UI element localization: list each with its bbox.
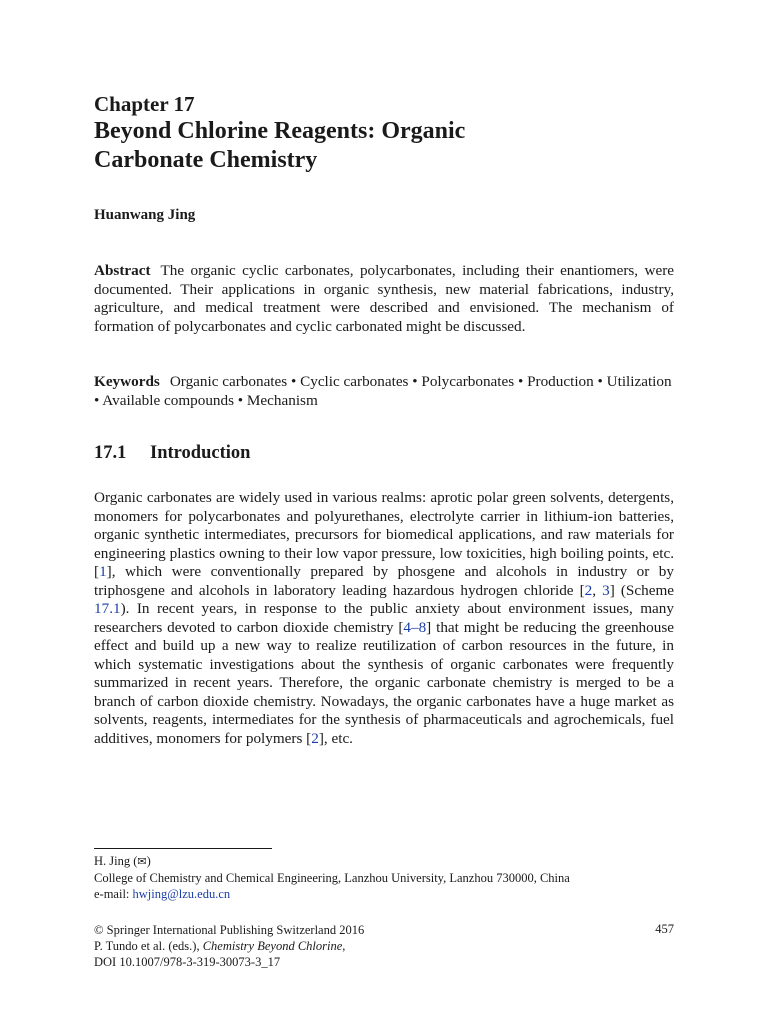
keywords bbox=[94, 373, 674, 410]
book-citation-line bbox=[94, 938, 674, 954]
chapter-title-line-2: Carbonate Chemistry bbox=[94, 147, 318, 173]
email-link[interactable]: hwjing@lzu.edu.cn bbox=[132, 887, 231, 901]
doi-line: DOI 10.1007/978-3-319-30073-3_17 bbox=[94, 955, 281, 969]
section-heading bbox=[94, 443, 250, 464]
intro-text: Organic carbonates are widely used in various realms: aprotic polar green solvents, detergents, monomers for polycarbonates and polyurethanes, electrolyte carrier in lithium-ion batteries, organic synthetic intermediates, precursors for biomedical applications, and raw materials for engineering plastics owning to their low vapor pressure, low toxicities, high boiling points, etc. [ bbox=[94, 489, 674, 580]
footnote-author-close: ) bbox=[146, 854, 151, 868]
footnote-author-line bbox=[94, 853, 674, 870]
section-number: 17.1 bbox=[94, 443, 127, 463]
email-label: e-mail: bbox=[94, 887, 133, 901]
introduction-paragraph bbox=[94, 489, 674, 748]
intro-text: ], etc. bbox=[318, 729, 353, 747]
abstract-heading: Abstract bbox=[94, 262, 151, 279]
author-name: Huanwang Jing bbox=[94, 207, 196, 223]
section-title: Introduction bbox=[150, 443, 251, 463]
footnote-divider bbox=[94, 848, 272, 849]
copyright-block bbox=[94, 922, 674, 970]
abstract-text: The organic cyclic carbonates, polycarbonates, including their enantiomers, were documented. Their applications in organic synthesis, new material fabrications, industry, agriculture, and medical treatment were described and envisioned. The mechanism of formation of polycarbonates and cyclic carbonated might be discussed. bbox=[94, 262, 674, 335]
chapter-title bbox=[94, 117, 654, 175]
chapter-label: Chapter 17 bbox=[94, 92, 195, 116]
keywords-text: Organic carbonates • Cyclic carbonates • Polycarbonates • Production • Utilization • Available compounds • Mechanism bbox=[94, 373, 672, 409]
citation-link[interactable]: 3 bbox=[602, 581, 610, 599]
intro-text: ] that might be reducing the greenhouse effect and build up a new way to realize reutilization of carbon resources in the future, in which systematic investigations about the synthesis of organic carbonates were frequently summarized in recent years. Therefore, the organic carbonate chemistry is merged to be a branch of carbon dioxide chemistry. Nowadays, the organic carbonates have a huge market as solvents, reagents, intermediates for the synthesis of pharmaceuticals and agrochemicals, fuel additives, monomers for polymers [ bbox=[94, 618, 674, 747]
citation-link[interactable]: 2 bbox=[311, 729, 319, 747]
copyright-line: © Springer International Publishing Switzerland 2016 bbox=[94, 923, 365, 937]
footnote-author: H. Jing ( bbox=[94, 854, 138, 868]
citation-link[interactable]: 2 bbox=[584, 581, 593, 599]
footnote-affiliation: College of Chemistry and Chemical Engineering, Lanzhou University, Lanzhou 730000, China bbox=[94, 871, 570, 885]
citation-link[interactable]: 4–8 bbox=[403, 618, 427, 636]
page-number: 457 bbox=[655, 922, 674, 936]
intro-text: ). In recent years, in response to the public anxiety about environment issues, many researchers devoted to carbon dioxide chemistry [ bbox=[94, 600, 674, 636]
author-footnote bbox=[94, 853, 674, 902]
chapter-title-line-1: Beyond Chlorine Reagents: Organic bbox=[94, 118, 466, 144]
citation-link[interactable]: 1 bbox=[99, 563, 107, 580]
envelope-icon: ✉ bbox=[137, 855, 147, 868]
book-citation-suffix: , bbox=[342, 939, 346, 953]
citation-separator: , bbox=[592, 581, 603, 599]
footnote-email-line bbox=[94, 886, 674, 902]
book-title: Chemistry Beyond Chlorine bbox=[202, 939, 343, 953]
scheme-link[interactable]: 17.1 bbox=[94, 600, 121, 617]
intro-text: ] (Scheme bbox=[609, 581, 674, 599]
abstract bbox=[94, 262, 674, 336]
keywords-heading: Keywords bbox=[94, 373, 160, 390]
intro-text: ], which were conventionally prepared by phosgene and alcohols in industry or by triphosgene and alcohols in laboratory leading hazardous hydrogen chloride [ bbox=[94, 563, 674, 599]
book-editors: P. Tundo et al. (eds.), bbox=[94, 939, 203, 953]
